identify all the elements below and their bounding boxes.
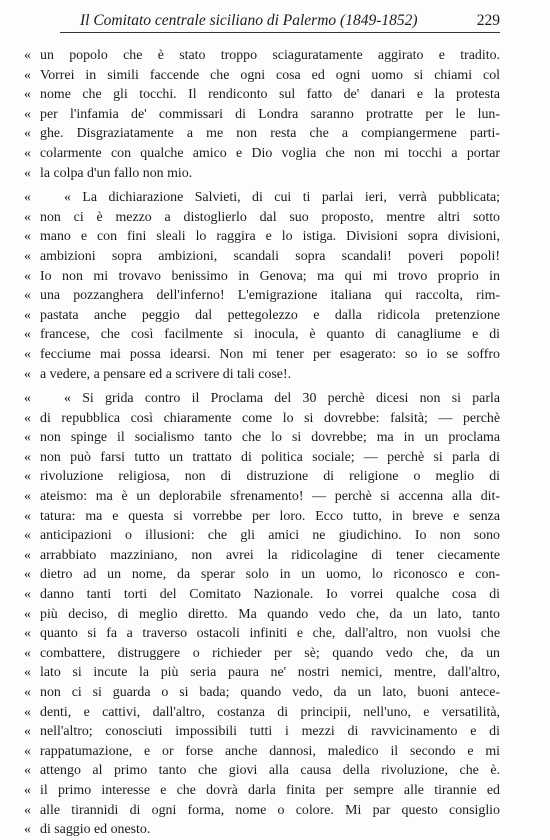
text-line xyxy=(24,46,500,66)
line-text: Vorrei in simili faccende che ogni cosa ed ogni uomo si chiami col xyxy=(40,67,500,83)
line-text: combattere, distruggere o richieder per sè; quando vedo che, da un xyxy=(40,645,500,661)
margin-quote-mark: « xyxy=(24,327,31,343)
text-line xyxy=(24,683,500,703)
text-line xyxy=(24,85,500,105)
line-text: fecciume mai possa idearsi. Non mi tener per esagerato: so io se soffro xyxy=(40,346,500,362)
margin-quote-mark: « xyxy=(24,229,31,245)
margin-quote-mark: « xyxy=(24,288,31,304)
text-line xyxy=(24,467,500,487)
line-text: mano e con fini sleali lo raggira e lo istiga. Divisioni sopra divisioni, xyxy=(40,229,500,245)
line-text: non spinge il socialismo tanto che lo si dovrebbe; ma in un proclama xyxy=(40,430,500,446)
text-line xyxy=(24,761,500,781)
margin-quote-mark: « xyxy=(24,307,31,323)
margin-quote-mark: « xyxy=(24,782,31,798)
page-number: 229 xyxy=(476,12,500,29)
margin-quote-mark: « xyxy=(24,547,31,563)
margin-quote-mark: « xyxy=(24,366,31,382)
paragraph xyxy=(24,389,500,840)
margin-quote-mark: « xyxy=(24,449,31,465)
running-title: Il Comitato centrale siciliano di Palermo (1849-1852) xyxy=(80,12,418,29)
line-text: di saggio ed onesto. xyxy=(40,822,151,838)
margin-quote-mark: « xyxy=(24,430,31,446)
line-text: il primo interesse e che dovrà darla finita per sempre alle tirannie ed xyxy=(40,782,500,798)
line-text: nome che gli tocchi. Il rendiconto sul fatto de' danari e la protesta xyxy=(40,87,500,103)
margin-quote-mark: « xyxy=(24,268,31,284)
line-text: danno tanti torti del Comitato Nazionale. Io vorrei qualche cosa di xyxy=(40,587,500,603)
line-text: rappatumazione, e or forse anche dannosi, maledico il secondo e mi xyxy=(40,743,500,759)
line-text: di repubblica così chiaramente come lo si dovrebbe: falsità; — perchè xyxy=(40,410,500,426)
line-text: pastata anche peggio dal pettegolezzo e dalla ridicola pretenzione xyxy=(40,307,500,323)
line-text: per l'infamia de' commissari di Londra saranno protratte per le lun- xyxy=(40,106,500,122)
text-line xyxy=(24,742,500,762)
line-text: alle tirannidi di ogni forma, nome o colore. Mi par questo consiglio xyxy=(40,802,500,818)
text-line xyxy=(24,267,500,287)
line-text: quanto si fa a traverso ostacoli infiniti e che, dall'altro, non vuolsi che xyxy=(40,626,500,642)
line-text: ateismo: ma è un deplorabile sfrenamento! — perchè si accenna alla dit- xyxy=(40,489,500,505)
text-line xyxy=(24,105,500,125)
text-line xyxy=(24,448,500,468)
body-text xyxy=(24,46,500,840)
text-line xyxy=(24,644,500,664)
text-line xyxy=(24,345,500,365)
line-text: a vedere, a pensare ed a scrivere di tali cose!. xyxy=(40,366,292,382)
text-line xyxy=(24,722,500,742)
paragraph xyxy=(24,188,500,384)
line-text: « La dichiarazione Salvieti, di cui ti parlai ieri, verrà pubblicata; xyxy=(64,190,500,206)
text-line xyxy=(24,389,500,409)
line-text: la colpa d'un fallo non mio. xyxy=(40,165,193,181)
line-text: « Si grida contro il Proclama del 30 perchè dicesi non si parla xyxy=(64,391,500,407)
line-text: lato si incute la più seria paura ne' nostri nemici, mentre, dall'altro, xyxy=(40,665,500,681)
text-line xyxy=(24,507,500,527)
line-text: Io non mi trovavo benissimo in Genova; ma qui mi trovo proprio in xyxy=(40,268,500,284)
text-line xyxy=(24,325,500,345)
margin-quote-mark: « xyxy=(24,190,31,206)
text-line xyxy=(24,605,500,625)
text-line xyxy=(24,124,500,144)
margin-quote-mark: « xyxy=(24,410,31,426)
margin-quote-mark: « xyxy=(24,763,31,779)
margin-quote-mark: « xyxy=(24,665,31,681)
margin-quote-mark: « xyxy=(24,802,31,818)
margin-quote-mark: « xyxy=(24,685,31,700)
margin-quote-mark: « xyxy=(24,145,31,161)
margin-quote-mark: « xyxy=(24,248,31,264)
text-line xyxy=(24,227,500,247)
running-header xyxy=(60,12,500,33)
text-line xyxy=(24,144,500,164)
text-line xyxy=(24,409,500,429)
text-line xyxy=(24,624,500,644)
text-line xyxy=(24,164,500,184)
text-line xyxy=(24,565,500,585)
margin-quote-mark: « xyxy=(24,743,31,759)
line-text: anticipazioni o illusioni: che gli amici ne giudichino. Io non sono xyxy=(40,528,500,544)
margin-quote-mark: « xyxy=(24,626,31,642)
line-text: ghe. Disgraziatamente a me non resta che a compiangermene parti- xyxy=(40,126,500,142)
line-text: una pozzanghera dell'inferno! L'emigrazione italiana qui raccolta, rim- xyxy=(40,288,500,304)
line-text: tatura: ma e questa si vorrebbe per loro. Ecco tutto, in breve e senza xyxy=(40,508,500,524)
line-text: attengo al primo tanto che giovi alla causa della rivoluzione, che è. xyxy=(40,763,500,779)
margin-quote-mark: « xyxy=(24,822,31,838)
line-text: dietro ad un nome, da sperar solo in un uomo, lo riconosco e con- xyxy=(40,567,500,583)
line-text: non ci è mezzo a distoglierlo dal suo proposto, mentre altri sotto xyxy=(40,209,500,225)
text-line xyxy=(24,663,500,683)
text-line xyxy=(24,66,500,86)
margin-quote-mark: « xyxy=(24,724,31,740)
text-line xyxy=(24,286,500,306)
text-line xyxy=(24,428,500,448)
text-line xyxy=(24,208,500,228)
line-text: non può farsi tutto un trattato di politica sociale; — perchè si parla di xyxy=(40,449,500,465)
margin-quote-mark: « xyxy=(24,508,31,524)
margin-quote-mark: « xyxy=(24,528,31,544)
text-line xyxy=(24,585,500,605)
text-line xyxy=(24,188,500,208)
line-text: colarmente con qualche amico e Dio voglia che non mi tocchi a portar xyxy=(40,145,500,161)
text-line xyxy=(24,781,500,801)
line-text: non ci si guarda o si bada; quando vedo, da un lato, buoni antece- xyxy=(40,685,500,700)
margin-quote-mark: « xyxy=(24,67,31,83)
line-text: un popolo che è stato troppo sciaguratamente aggirato e tradito. xyxy=(40,48,500,63)
margin-quote-mark: « xyxy=(24,346,31,362)
margin-quote-mark: « xyxy=(24,489,31,505)
line-text: nell'altro; conosciuti impossibili tutti i mezzi di ravvicinamento e di xyxy=(40,724,500,740)
text-line xyxy=(24,820,500,840)
text-line xyxy=(24,526,500,546)
margin-quote-mark: « xyxy=(24,469,31,485)
margin-quote-mark: « xyxy=(24,48,31,63)
margin-quote-mark: « xyxy=(24,87,31,103)
margin-quote-mark: « xyxy=(24,606,31,622)
margin-quote-mark: « xyxy=(24,106,31,122)
margin-quote-mark: « xyxy=(24,704,31,720)
text-line xyxy=(24,801,500,821)
margin-quote-mark: « xyxy=(24,567,31,583)
line-text: denti, e cattivi, dall'altro, costanza di principii, nell'uno, e versatilità, xyxy=(40,704,500,720)
line-text: rivoluzione religiosa, non di distruzione di religione o meglio di xyxy=(40,469,500,485)
text-line xyxy=(24,546,500,566)
text-line xyxy=(24,365,500,385)
paragraph xyxy=(24,46,500,183)
text-line xyxy=(24,703,500,723)
margin-quote-mark: « xyxy=(24,587,31,603)
text-line xyxy=(24,487,500,507)
margin-quote-mark: « xyxy=(24,645,31,661)
line-text: francese, che così facilmente si inocula, è quanto di canagliume e di xyxy=(40,327,500,343)
margin-quote-mark: « xyxy=(24,391,31,407)
text-line xyxy=(24,306,500,326)
line-text: ambizioni sopra ambizioni, scandali sopra scandali! poveri popoli! xyxy=(40,248,500,264)
margin-quote-mark: « xyxy=(24,209,31,225)
line-text: più deciso, di meglio diretto. Ma quando vedo che, da un lato, tanto xyxy=(40,606,500,622)
margin-quote-mark: « xyxy=(24,165,31,181)
margin-quote-mark: « xyxy=(24,126,31,142)
text-line xyxy=(24,247,500,267)
line-text: arrabbiato mazziniano, non avrei la ridicolagine di tener ciecamente xyxy=(40,547,500,563)
